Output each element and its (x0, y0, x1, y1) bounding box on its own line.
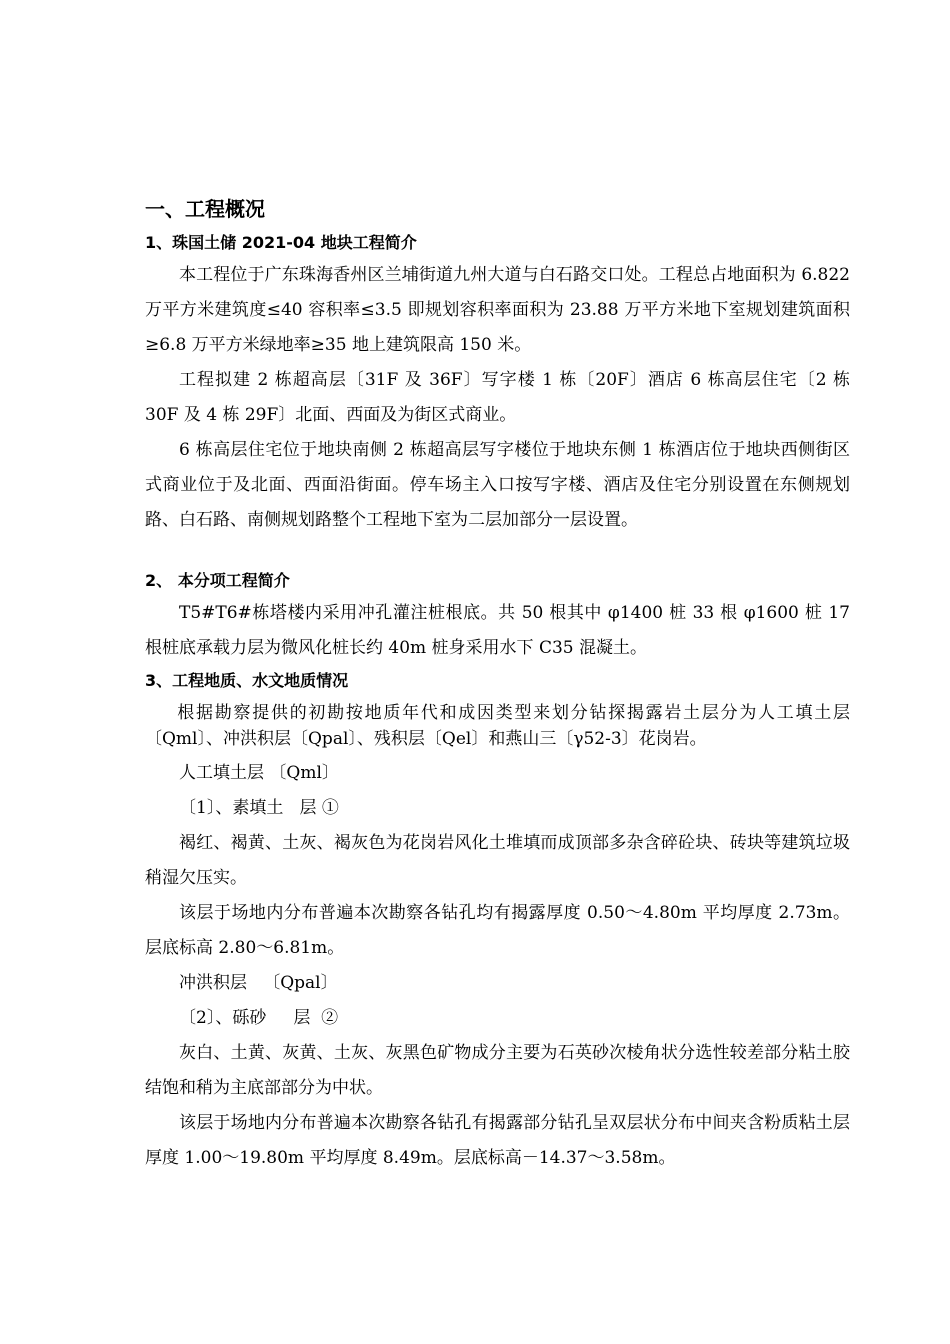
label-layer-2: 〔2〕、砾砂 层 ② (179, 1008, 339, 1028)
paragraph-geology-intro: 根据勘察提供的初勘按地质年代和成因类型来划分钻探揭露岩土层分为人工填土层〔Qml〕、冲洪积层〔Qpal〕、残积层〔Qel〕和燕山三〔γ52-3〕花岗岩。 (145, 703, 850, 749)
label-fill-layer-group: 人工填土层 〔Qml〕 (179, 763, 339, 783)
paragraph-layout: 6 栋高层住宅位于地块南侧 2 栋超高层写字楼位于地块东侧 1 栋酒店位于地块西侧街区式商业位于及北面、西面沿街面。停车场主入口按写字楼、酒店及住宅分别设置在东侧规划路、白石路、南侧规划路整个工程地下室为二层加部分一层设置。 (145, 440, 850, 530)
label-layer-1: 〔1〕、素填土 层 ① (179, 798, 339, 818)
paragraph-layer-2-description: 灰白、土黄、灰黄、土灰、灰黑色矿物成分主要为石英砂次棱角状分选性较差部分粘土胶结饱和稍为主底部部分为中状。 (145, 1043, 850, 1098)
paragraph-buildings: 工程拟建 2 栋超高层〔31F 及 36F〕写字楼 1 栋〔20F〕酒店 6 栋高层住宅〔2 栋 30F 及 4 栋 29F〕北面、西面及为街区式商业。 (145, 370, 850, 425)
paragraph-piles: T5#T6#栋塔楼内采用冲孔灌注桩根底。共 50 根其中 φ1400 桩 33 根 φ1600 桩 17 根桩底承载力层为微风化桩长约 40m 桩身采用水下 C35 混凝土。 (145, 603, 850, 658)
document-page (145, 190, 850, 1176)
label-alluvial-layer-group: 冲洪积层 〔Qpal〕 (179, 973, 338, 993)
paragraph-layer-1-description: 褐红、褐黄、土灰、褐灰色为花岗岩风化土堆填而成顶部多杂含碎砼块、砖块等建筑垃圾稍湿欠压实。 (145, 833, 850, 888)
section-title-project-overview: 一、工程概况 (145, 197, 265, 221)
paragraph-layer-1-distribution: 该层于场地内分布普遍本次勘察各钻孔均有揭露厚度 0.50～4.80m 平均厚度 2.73m。层底标高 2.80～6.81m。 (145, 903, 850, 958)
subsection-title-geology: 3、工程地质、水文地质情况 (145, 671, 349, 690)
subsection-title-plot-intro: 1、珠国土储 2021-04 地块工程简介 (145, 233, 417, 252)
paragraph-layer-2-distribution: 该层于场地内分布普遍本次勘察各钻孔有揭露部分钻孔呈双层状分布中间夹含粉质粘土层厚度 1.00～19.80m 平均厚度 8.49m。层底标高－14.37～3.58m。 (145, 1113, 850, 1168)
subsection-title-subproject: 2、 本分项工程简介 (145, 571, 290, 590)
paragraph-location: 本工程位于广东珠海香州区兰埔街道九州大道与白石路交口处。工程总占地面积为 6.822 万平方米建筑度≤40 容积率≤3.5 即规划容积率面积为 23.88 万平方米地下室规划建筑面积≥6.8 万平方米绿地率≥35 地上建筑限高 150 米。 (145, 265, 850, 355)
